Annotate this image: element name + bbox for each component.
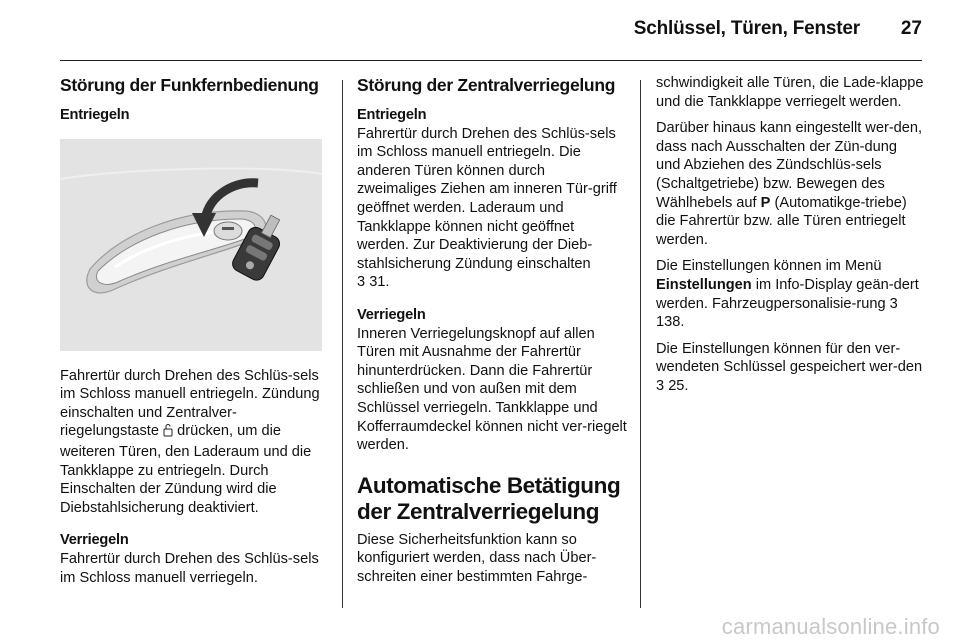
running-header-title: Schlüssel, Türen, Fenster xyxy=(633,18,860,39)
paragraph-auto-unlock: Darüber hinaus kann eingestellt wer-den, dass nach Ausschalten der Zün-dung und Abziehen des Zündschlüs-sels (Schaltgetriebe) bzw. Bewegen des Wählhebels auf P (Automatikge-triebe) die Fahrertür bzw. alle Türen entriegelt werden. xyxy=(656,120,923,248)
subheading-unlock: Entriegeln xyxy=(60,107,130,123)
door-handle-illustration xyxy=(60,139,322,351)
paragraph-key-settings: Die Einstellungen können für den ver-wendeten Schlüssel gespeichert wer-den 3 25. xyxy=(656,340,923,394)
column-divider xyxy=(640,80,641,608)
paragraph-lock: Fahrertür durch Drehen des Schlüs-sels im Schloss manuell verriegeln. xyxy=(60,550,319,586)
paragraph-speed-locking: schwindigkeit alle Türen, die Lade-klappe und die Tankklappe verriegelt werden. xyxy=(656,75,924,110)
gear-position-p: P xyxy=(760,194,771,211)
paragraph-unlock: Fahrertür durch Drehen des Schlüs-sels im Schloss manuell entriegeln. Die anderen Türen können durch zweimaliges Ziehen am inneren Tür-griff geöffnet werden. Laderaum und Tankklappe können nicht geöffnet werden. Zur Deaktivierung der Dieb-stahlsicherung Zündung einschalten 3 31. xyxy=(357,125,617,291)
page-reference-arrow-icon: 3 xyxy=(357,274,366,291)
section-title-central-locking-failure: Störung der Zentralverriegelung xyxy=(357,75,616,95)
column-2 xyxy=(357,74,627,594)
header-rule xyxy=(60,60,922,61)
page-reference[interactable]: 138. xyxy=(656,314,685,331)
lock-open-icon xyxy=(163,423,173,443)
subheading-lock: Verriegeln xyxy=(60,532,129,549)
paragraph-automatic-locking: Diese Sicherheitsfunktion kann so konfiguriert werden, dass nach Über-schreiten einer bestimmten Fahrge- xyxy=(357,531,597,585)
paragraph-settings-menu: Die Einstellungen können im Menü Einstellungen im Info-Display geän-dert werden. Fahrzeugpersonalisie-rung 3 138. xyxy=(656,258,919,331)
column-divider xyxy=(342,80,343,608)
page-reference-arrow-icon: 3 xyxy=(889,295,898,312)
section-title-remote-failure: Störung der Funkfernbedienung xyxy=(60,75,319,95)
watermark: carmanualsonline.info xyxy=(721,614,940,639)
page-reference[interactable]: 31. xyxy=(369,274,390,291)
page-number: 27 xyxy=(900,18,922,39)
paragraph-unlock: Fahrertür durch Drehen des Schlüs-sels im Schloss manuell entriegeln. Zündung einschalten und Zentralver-riegelungstaste drücken, um die weiteren Türen, den Laderaum und die Tankklappe zu entriegeln. Durch Einschalten der Zündung wird die Diebstahlsicherung deaktiviert. xyxy=(60,367,320,516)
page-reference-arrow-icon: 3 xyxy=(656,377,665,394)
door-handle-key-drawing xyxy=(60,139,322,351)
menu-name-settings: Einstellungen xyxy=(656,276,752,293)
paragraph-lock: Inneren Verriegelungsknopf auf allen Türen mit Ausnahme der Fahrertür hinunterdrücken. Dann die Fahrertür schließen und von außen mit dem Schlüssel verriegeln. Tankklappe und Kofferraumdeckel können nicht ver-riegelt werden. xyxy=(357,325,627,454)
subheading-lock: Verriegeln xyxy=(357,306,426,323)
column-3 xyxy=(656,74,924,404)
section-title-automatic-locking: Automatische Betätigung der Zentralverriegelung xyxy=(357,472,621,524)
page-reference[interactable]: 25. xyxy=(668,377,689,394)
subheading-unlock: Entriegeln xyxy=(357,107,427,123)
column-1 xyxy=(60,74,330,595)
